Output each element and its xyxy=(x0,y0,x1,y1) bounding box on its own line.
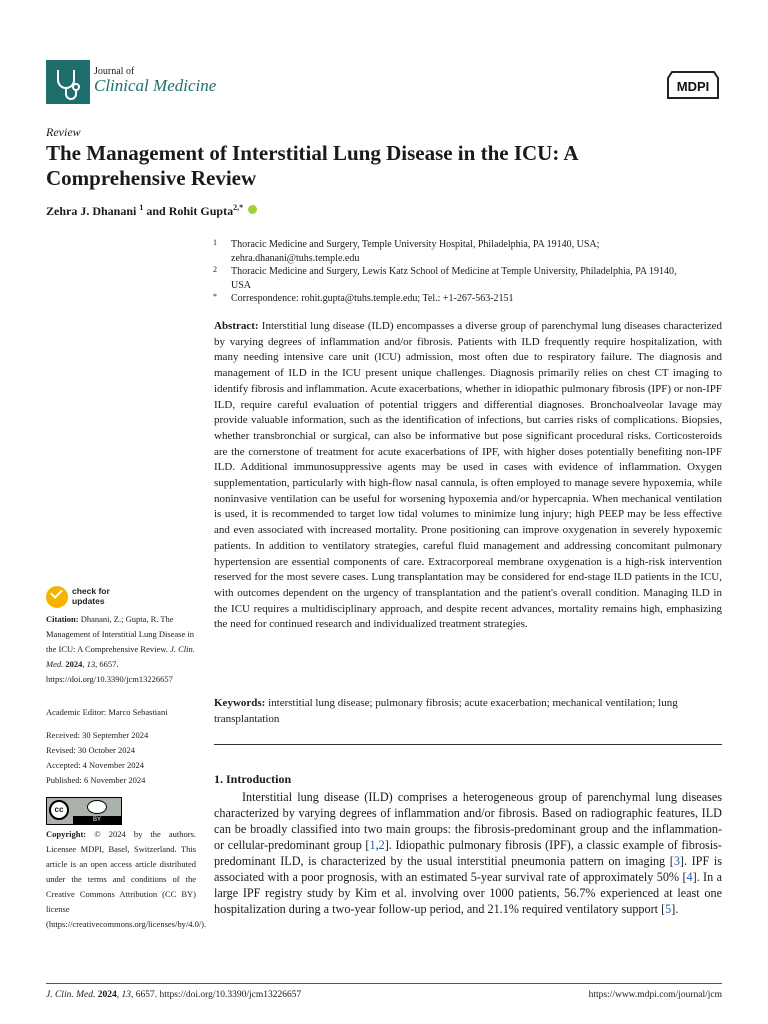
keywords xyxy=(214,695,722,727)
check-updates-line1: check for xyxy=(72,586,110,596)
cc-by-license-badge[interactable] xyxy=(46,797,122,825)
introduction-paragraph xyxy=(214,789,722,917)
mdpi-logo xyxy=(666,70,720,100)
footer-divider xyxy=(46,983,722,984)
date-accepted: Accepted: 4 November 2024 xyxy=(46,760,144,770)
cc-by-label: BY xyxy=(73,816,121,824)
abstract-text: Interstitial lung disease (ILD) encompasses a diverse group of parenchymal lung diseases characterized by varying degrees of inflammation and/or fibrosis. Patients with ILD frequently require hospitalization, with many needing intensive care unit (ICU) admission, most often due to respiratory failure. The diagnosis and management of ILD in the ICU present unique challenges. Diagnosis primarily relies on chest CT imaging to identify fibrosis and inflammation. Acute exacerbations, whether in idiopathic pulmonary fibrosis (IPF) or non-IPF ILD, require careful evaluation of potential triggers and differential diagnoses. Bronchoalveolar lavage may provide valuable information, such as the identification of infections, but carries risks of complications. Biopsies, whether transbronchial or surgical, can also be informative but pose significant procedural risks. Corticosteroids are the cornerstone of treatment for acute exacerbations of IPF, with higher doses potentially benefiting non-IPF ILD. Additional immunosuppressive agents may be used in cases with evidence of inflammation. Oxygen supplementation, particularly with high-flow nasal cannula, is often employed to manage severe hypoxemia, while noninvasive ventilation can be useful for worsening hypoxemia and/or hypercapnia. When mechanical ventilation is used, it is recommended to target low tidal volumes to minimize lung injury; high PEEP may be less effective and even associated with increased mortality. Prone positioning can improve oxygenation in severely hypoxemic patients. In addition to ventilatory strategies, careful fluid management and addressing concomitant pulmonary hypertension are essential components of care. Extracorporeal membrane oxygenation is a high-risk intervention reserved for the most severe cases. Lung transplantation may be considered for end-stage ILD patients in the ICU, with outcomes dependent on the urgency of transplantation and the patient's overall condition. Managing ILD in the ICU requires a multidisciplinary approach, and despite recent advances, mortality remains high, emphasizing the need for continued research and individualized treatment strategies. xyxy=(214,320,723,631)
authors xyxy=(46,203,257,219)
copyright-text: © 2024 by the authors. Licensee MDPI, Basel, Switzerland. This article is an open access article distributed under the terms and conditions of the Creative Commons Attribution (CC BY) license (https://creativecommons.org/licenses/by/4.0/). xyxy=(46,829,207,929)
citation-label: Citation: xyxy=(46,614,79,624)
journal-logo xyxy=(46,60,90,104)
affiliation-text: Thoracic Medicine and Surgery, Lewis Katz School of Medicine at Temple University, Philadelphia, PA 19140, USA xyxy=(231,266,677,291)
dates xyxy=(46,728,196,788)
footer-year: 2024 xyxy=(97,990,117,1000)
affiliation-2 xyxy=(213,265,693,293)
abstract xyxy=(214,319,722,633)
citation-year: 2024 xyxy=(65,659,83,669)
correspondence xyxy=(213,292,693,306)
citation-text: Dhanani, Z.; Gupta, R. The Management of Interstitial Lung Disease in the ICU: A Comprehensive Review. xyxy=(46,614,194,654)
keywords-label: Keywords: xyxy=(214,697,266,709)
affiliation-number: * xyxy=(213,292,217,301)
ref-separator: , xyxy=(375,838,379,852)
journal-prefix: Journal of xyxy=(94,66,135,77)
copyright-label: Copyright: xyxy=(46,829,87,839)
author-1-affiliation: 1 xyxy=(139,203,144,212)
check-for-updates-button[interactable] xyxy=(46,586,176,610)
intro-text: ]. In a large IPF registry study by Kim et al. involving over 1000 patients, 56.7% experienced at least one hospitalization during a two-year follow-up period, and 21.1% required ventilatory support [ xyxy=(214,870,722,916)
footer-journal: J. Clin. Med. xyxy=(46,990,96,1000)
copyright xyxy=(46,827,207,932)
intro-text: Interstitial lung disease (ILD) comprises a heterogeneous group of parenchymal lung diseases characterized by varying degrees of inflammation and/or fibrosis. Based on radiographic features, ILD can be broadly classified into two main groups: the fibrosis-predominant group and the inflammation- or cellular-predominant group [ xyxy=(214,790,722,852)
footer-doi[interactable]: , 6657. https://doi.org/10.3390/jcm13226657 xyxy=(130,990,302,1000)
mdpi-logo-text: MDPI xyxy=(676,79,710,94)
author-separator: and xyxy=(143,204,169,218)
author-1[interactable]: Zehra J. Dhanani xyxy=(46,204,137,218)
author-2-affiliation: 2,* xyxy=(233,203,244,212)
section-divider xyxy=(214,744,722,745)
citation-volume: 13 xyxy=(86,659,96,669)
academic-editor: Academic Editor: Marco Sebastiani xyxy=(46,707,168,717)
reference-link[interactable]: 4 xyxy=(686,870,693,884)
cc-icon: cc xyxy=(49,800,69,820)
check-updates-icon xyxy=(46,586,68,608)
affiliation-number: 1 xyxy=(213,238,217,247)
footer-citation: J. Clin. Med. 2024, 13, 6657. https://doi.org/10.3390/jcm13226657 xyxy=(46,990,302,1000)
abstract-label: Abstract: xyxy=(214,320,259,332)
reference-link[interactable]: 3 xyxy=(673,854,680,868)
citation-journal: J. Clin. Med. xyxy=(46,644,195,669)
article-type: Review xyxy=(46,125,81,139)
author-2[interactable]: Rohit Gupta xyxy=(168,204,234,218)
article-title: The Management of Interstitial Lung Disease in the ICU: A Comprehensive Review xyxy=(46,141,578,190)
orcid-icon[interactable] xyxy=(248,205,257,214)
intro-text: ]. Idiopathic pulmonary fibrosis (IPF), a classic example of fibrosis-predominant ILD, is characterized by the usual interstitial pneumonia pattern on imaging [ xyxy=(214,838,722,868)
date-received: Received: 30 September 2024 xyxy=(46,730,149,740)
footer-volume: 13 xyxy=(121,990,131,1000)
reference-link[interactable]: 2 xyxy=(378,838,385,852)
check-updates-line2: updates xyxy=(72,596,105,606)
footer-journal-url[interactable]: https://www.mdpi.com/journal/jcm xyxy=(588,990,722,1000)
attribution-icon xyxy=(87,800,107,814)
journal-name: Clinical Medicine xyxy=(94,76,217,95)
reference-link[interactable]: 5 xyxy=(665,902,672,916)
intro-text: ]. xyxy=(671,902,679,916)
reference-link[interactable]: 1 xyxy=(369,838,376,852)
date-revised: Revised: 30 October 2024 xyxy=(46,745,135,755)
section-heading: 1. Introduction xyxy=(214,772,292,786)
citation: Citation: Dhanani, Z.; Gupta, R. The Management of Interstitial Lung Disease in the ICU: A Comprehensive Review. J. Clin. Med. 2024, 13, 6657. https://doi.org/10.3390/jcm13226657 xyxy=(46,614,195,684)
affiliation-1 xyxy=(213,238,693,266)
affiliation-number: 2 xyxy=(213,265,217,274)
affiliation-text: Thoracic Medicine and Surgery, Temple University Hospital, Philadelphia, PA 19140, USA; zehra.dhanani@tuhs.temple.edu xyxy=(231,239,600,264)
citation-doi[interactable]: , 6657. https://doi.org/10.3390/jcm13226657 xyxy=(46,659,173,684)
date-published: Published: 6 November 2024 xyxy=(46,775,146,785)
correspondence-text[interactable]: Correspondence: rohit.gupta@tuhs.temple.edu; Tel.: +1-267-563-2151 xyxy=(231,293,514,304)
intro-text: ]. IPF is associated with a poor prognosis, with an estimated 5-year survival rate of approximately 50% [ xyxy=(214,854,722,884)
keywords-text: interstitial lung disease; pulmonary fibrosis; acute exacerbation; mechanical ventilation; lung transplantation xyxy=(214,697,678,725)
